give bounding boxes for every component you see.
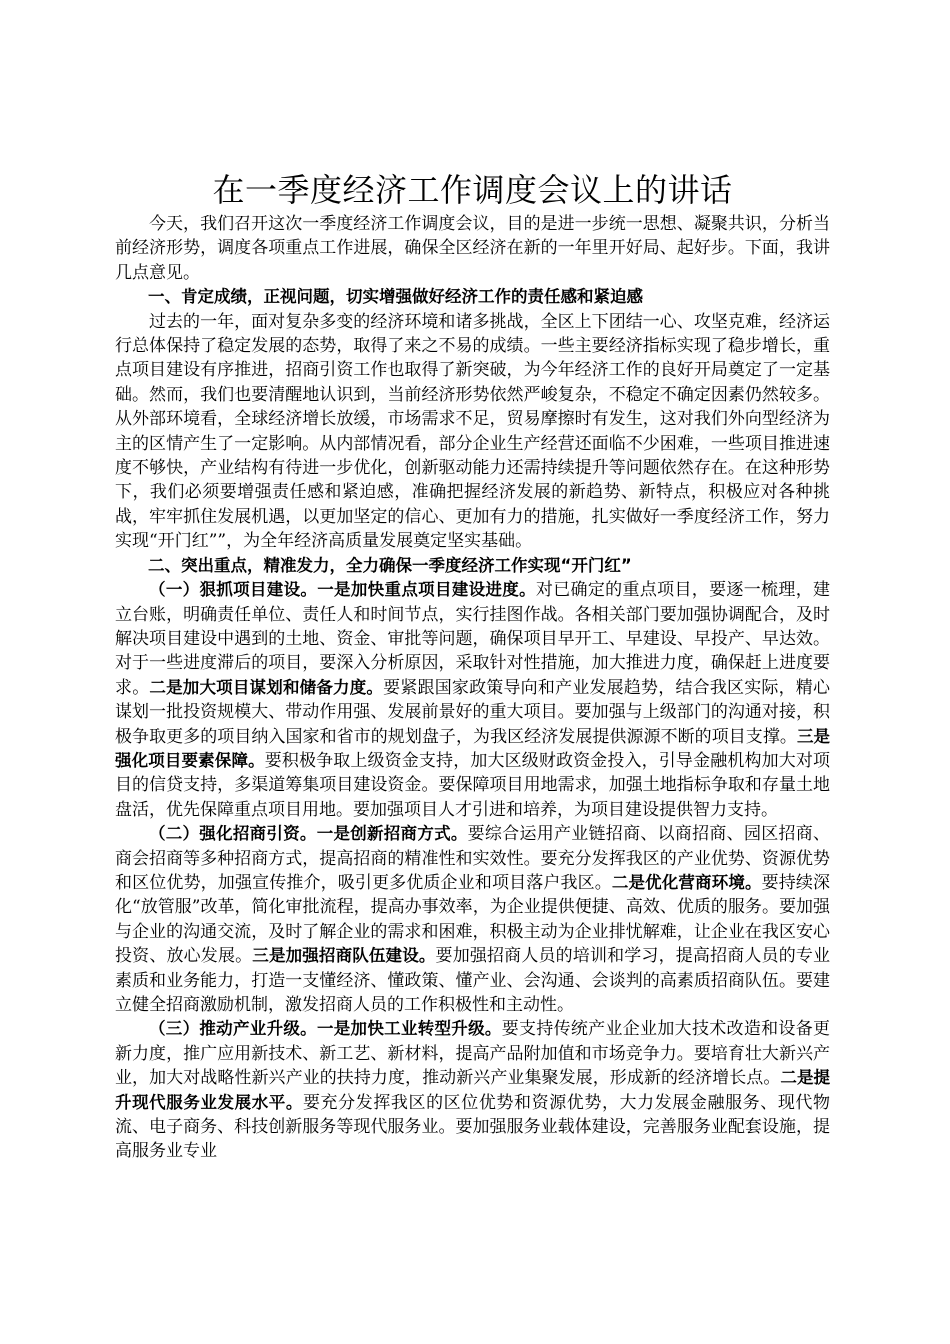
document-body bbox=[115, 212, 830, 1164]
subsection-1-point-3-title: 三是强化项目要素保障。 bbox=[115, 726, 831, 770]
subsection-2-point-3-text: 要加强招商人员的培训和学习，提高招商人员的专业素质和业务能力，打造一支懂经济、懂政策、懂产业、会沟通、会谈判的高素质招商队伍。要建立健全招商激励机制，激发招商人员的工作积极性和主动性。 bbox=[115, 946, 831, 1015]
subsection-3-point-2-text: 要充分发挥我区的区位优势和资源优势，大力发展金融服务、现代物流、电子商务、科技创新服务等现代服务业。要加强服务业载体建设，完善服务业配套设施，提高服务业专业 bbox=[115, 1092, 831, 1162]
subsection-3-lead: （三）推动产业升级。 bbox=[149, 1019, 317, 1039]
subsection-1-point-1-text: 对已确定的重点项目，要逐一梳理，建立台账，明确责任单位、责任人和时间节点，实行挂图作战。各相关部门要加强协调配合，及时解决项目建设中遇到的土地、资金、审批等问题，确保项目早开工、早建设、早投产、早达效。对于一些进度滞后的项目，要深入分析原因，采取针对性措施，加大推进力度，确保赶上进度要求。 bbox=[115, 580, 831, 698]
subsection-2-point-2-text: 要持续深化“放管服”改革，简化审批流程，提高办事效率，为企业提供便捷、高效、优质的服务。要加强与企业的沟通交流，及时了解企业的需求和困难，积极主动为企业排忧解难，让企业在我区安心投资、放心发展。 bbox=[115, 872, 831, 967]
subsection-2-paragraph bbox=[115, 822, 830, 1017]
subsection-1-point-2-title: 二是加大项目谋划和储备力度。 bbox=[149, 677, 384, 697]
subsection-2-point-2-title: 二是优化营商环境。 bbox=[611, 872, 762, 892]
page-title: 在一季度经济工作调度会议上的讲话 bbox=[212, 171, 733, 209]
subsection-1-point-2-text: 要紧跟国家政策导向和产业发展趋势，结合我区实际，精心谋划一批投资规模大、带动作用强、发展前景好的重大项目。要加强与上级部门的沟通对接，积极争取更多的项目纳入国家和省市的规划盘子，为我区经济发展提供源源不断的项目支撑。 bbox=[115, 677, 831, 747]
section-2-heading: 二、突出重点，精准发力，全力确保一季度经济工作实现“开门红” bbox=[148, 555, 632, 575]
subsection-1-paragraph bbox=[115, 578, 830, 822]
subsection-2-point-1-title: 一是创新招商方式。 bbox=[316, 824, 468, 844]
subsection-2-point-1-text: 要综合运用产业链招商、以商招商、园区招商、商会招商等多种招商方式，提高招商的精准性和实效性。要充分发挥我区的产业优势、资源优势和区位优势，加强宣传推介，吸引更多优质企业和项目落户我区。 bbox=[115, 824, 831, 893]
subsection-2-point-3-title: 三是加强招商队伍建设。 bbox=[252, 946, 436, 966]
intro-paragraph: 今天，我们召开这次一季度经济工作调度会议，目的是进一步统一思想、凝聚共识，分析当前经济形势，调度各项重点工作进展，确保全区经济在新的一年里开好局、起好步。下面，我讲几点意见。 bbox=[115, 214, 830, 283]
subsection-1-point-1-title: 一是加快重点项目建设进度。 bbox=[317, 580, 536, 600]
subsection-3-point-2-title: 二是提升现代服务业发展水平。 bbox=[115, 1068, 831, 1112]
section-1-heading: 一、肯定成绩，正视问题，切实增强做好经济工作的责任感和紧迫感 bbox=[148, 287, 643, 307]
subsection-1-lead: （一）狠抓项目建设。 bbox=[149, 580, 318, 600]
subsection-3-paragraph bbox=[115, 1017, 830, 1163]
subsection-3-point-1-title: 一是加快工业转型升级。 bbox=[316, 1019, 502, 1039]
subsection-3-point-1-text: 要支持传统产业企业加大技术改造和设备更新力度，推广应用新技术、新工艺、新材料，提高产品附加值和市场竞争力。要培育壮大新兴产业，加大对战略性新兴产业的扶持力度，推动新兴产业集聚发展，形成新的经济增长点。 bbox=[115, 1019, 831, 1089]
subsection-2-lead: （二）强化招商引资。 bbox=[149, 824, 317, 844]
section-1-paragraph: 过去的一年，面对复杂多变的经济环境和诸多挑战，全区上下团结一心、攻坚克难，经济运行总体保持了稳定发展的态势，取得了来之不易的成绩。一些主要经济指标实现了稳步增长，重点项目建设有序推进，招商引资工作也取得了新突破，为今年经济工作的良好开局奠定了一定基础。然而，我们也要清醒地认识到，当前经济形势依然严峻复杂，不稳定不确定因素仍然较多。从外部环境看，全球经济增长放缓，市场需求不足，贸易摩擦时有发生，这对我们外向型经济为主的区情产生了一定影响。从内部情况看，部分企业生产经营还面临不少困难，一些项目推进速度不够快，产业结构有待进一步优化，创新驱动能力还需持续提升等问题依然存在。在这种形势下，我们必须要增强责任感和紧迫感，准确把握经济发展的新趋势、新特点，积极应对各种挑战，牢牢抓住发展机遇，以更加坚定的信心、更加有力的措施，扎实做好一季度经济工作，努力实现“开门红””，为全年经济高质量发展奠定坚实基础。 bbox=[115, 311, 830, 552]
subsection-1-point-3-text: 要积极争取上级资金支持，加大区级财政资金投入，引导金融机构加大对项目的信贷支持，多渠道筹集项目建设资金。要保障项目用地需求，加强土地指标争取和存量土地盘活，优先保障重点项目用地。要加强项目人才引进和培养，为项目建设提供智力支持。 bbox=[115, 750, 831, 820]
document-page bbox=[115, 168, 830, 1164]
